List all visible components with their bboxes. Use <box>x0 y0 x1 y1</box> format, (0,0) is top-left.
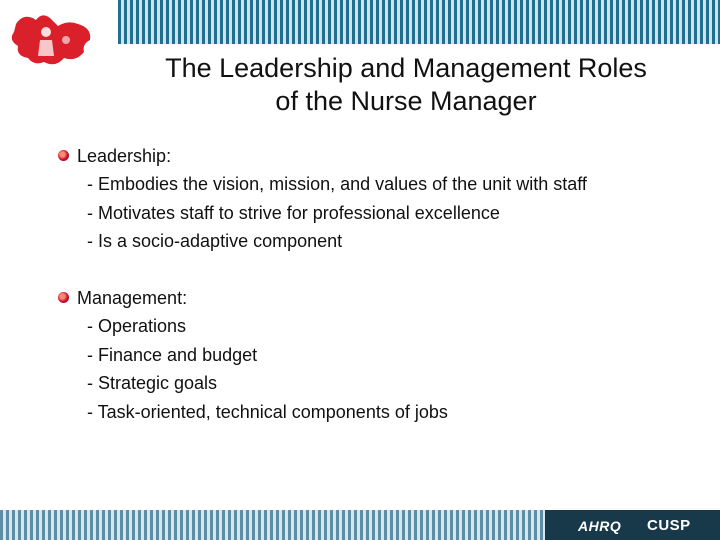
list-item: - Motivates staff to strive for professional excellence <box>87 202 500 223</box>
list-item: - Task-oriented, technical components of jobs <box>87 401 448 422</box>
bullet-dot-icon <box>58 292 69 303</box>
list-item: - Is a socio-adaptive component <box>87 231 343 251</box>
management-heading: Management: <box>77 288 188 308</box>
title-line-2: of the Nurse Manager <box>275 86 537 116</box>
list-item: - Embodies the vision, mission, and values of the unit with staff <box>87 174 587 194</box>
management-section <box>58 284 448 426</box>
slide-title <box>100 52 712 118</box>
top-stripe-band <box>100 0 720 44</box>
cusp-logo: CUSP <box>647 517 691 534</box>
title-line-1: The Leadership and Management Roles <box>165 53 647 83</box>
list-item: - Finance and budget <box>87 344 258 365</box>
list-item: - Operations <box>87 316 187 336</box>
leadership-heading: Leadership: <box>77 146 172 166</box>
puzzle-logo-icon <box>6 10 98 70</box>
bullet-dot-icon <box>58 150 69 161</box>
brand-footer <box>545 510 720 540</box>
list-item: - Strategic goals <box>87 373 218 393</box>
ahrq-logo: AHRQ <box>578 518 622 534</box>
leadership-section <box>58 142 587 256</box>
